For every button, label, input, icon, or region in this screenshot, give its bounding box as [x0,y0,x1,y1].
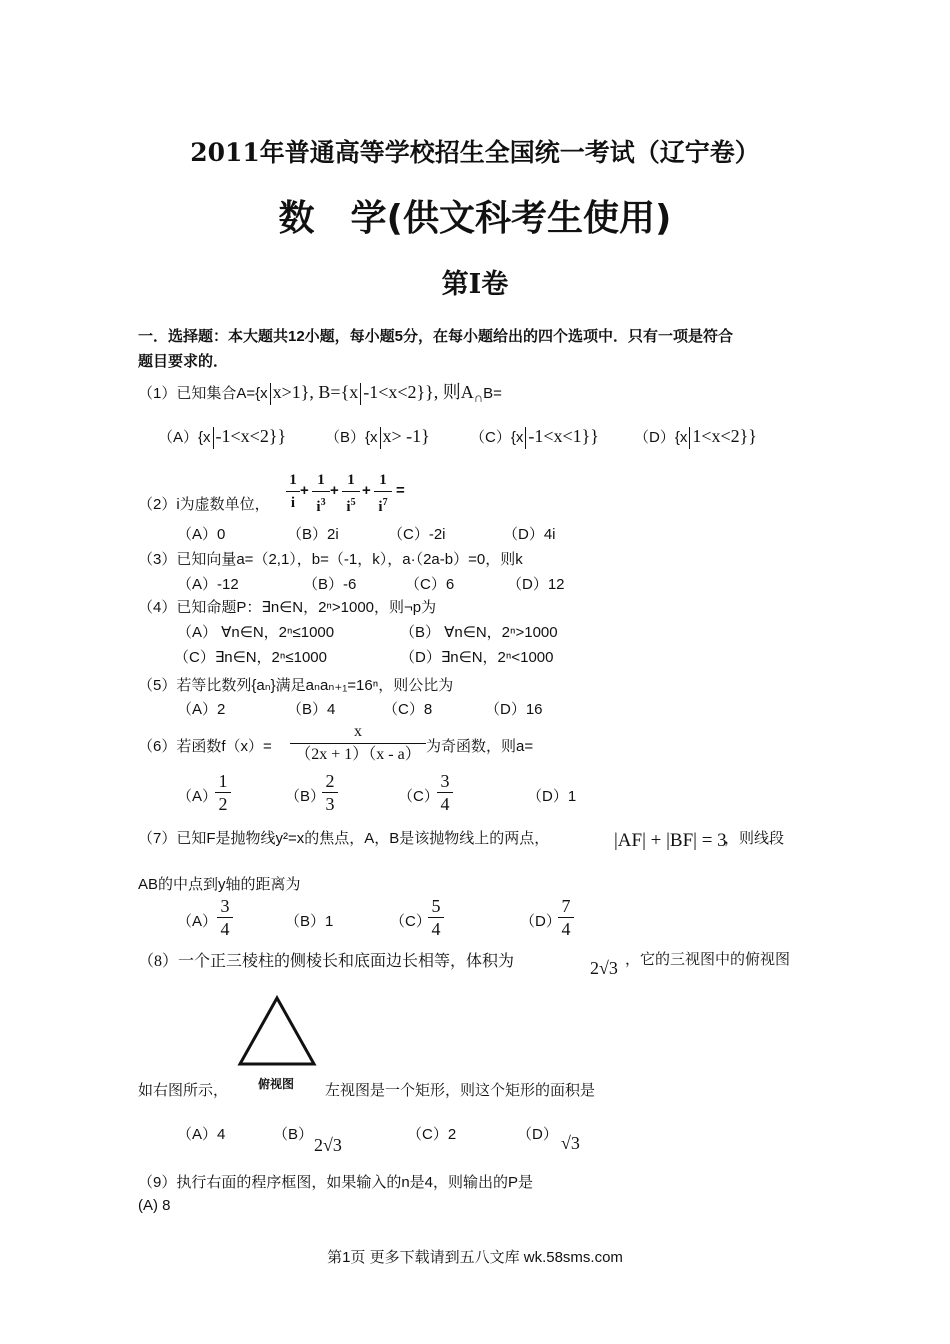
question-7-stem-a: （7）已知F是抛物线y²=x的焦点，A，B是该抛物线上的两点， [138,830,550,847]
q8-option-c: （C）2 [407,1126,457,1143]
q8-option-b-label: （B） [273,1126,314,1143]
q3-option-c: （C）6 [405,576,455,593]
q2-term-2: 1 $i^3$ [312,470,330,517]
q2-term-1: 1 i [286,470,300,513]
q4-option-a: （A） ∀n∈N，2ⁿ≤1000 [177,624,335,641]
q2-plus-2: + [330,482,339,499]
q2-option-a: （A）0 [177,526,226,543]
question-5-stem: （5）若等比数列{aₙ}满足aₙaₙ₊₁=16ⁿ，则公比为 [138,677,454,694]
q7-option-a-fraction: 3 4 [217,896,233,939]
q1-option-a-expr: -1<x<2}} [215,426,287,446]
q7-option-b: （B）1 [285,913,334,930]
q7-option-d-label: （D） [520,913,561,930]
question-8-stem-b: ，它的三视图中的俯视图 [625,951,791,968]
question-6-stem-a: （6）若函数f（x）= [138,738,272,755]
q5-option-a: （A）2 [177,701,226,718]
question-6-stem-b: 为奇函数，则a= [426,738,534,755]
q1-option-d-label: （D）{x [634,429,688,446]
q1-option-b-expr: x> -1} [382,426,430,446]
q6-function-fraction [290,722,426,765]
q2-term-3: 1 $i^5$ [342,470,360,517]
q2-option-b: （B）2i [287,526,339,543]
q1-option-d [634,426,757,449]
q1-stem-b: x>1}, B={x [272,382,359,402]
q4-option-c: （C）∃n∈N，2ⁿ≤1000 [174,649,327,666]
question-8-stem-a: （8）一个正三棱柱的侧棱长和底面边长相等，体积为 [138,953,515,970]
question-3-stem: （3）已知向量a=（2,1），b=（-1，k），a·（2a-b）=0，则k [138,551,523,568]
q7-expression: |AF| + |BF| = 3 [614,830,727,851]
question-7-stem-b: ，则线段 [724,830,785,847]
q1-option-c-expr: -1<x<1}} [528,426,599,446]
q8-option-d-expr: √3 [561,1133,580,1153]
q2-equals: = [396,482,405,499]
question-8-stem-c: 如右图所示， [138,1082,229,1099]
q1-option-b-label: （B）{x [325,429,378,446]
q8-option-a: （A）4 [177,1126,226,1143]
q5-option-d: （D）16 [485,701,543,718]
q2-term-4: 1 $i^7$ [374,470,392,517]
q7-option-d-fraction: 7 4 [558,896,574,939]
q1-option-b [325,426,430,449]
q6-option-d: （D）1 [527,788,577,805]
q1-cap: ∩ [473,390,484,405]
q1-option-c-label: （C）{x [470,429,524,446]
q8-option-b-expr: 2√3 [314,1135,342,1155]
q1-option-d-expr: 1<x<2}} [692,426,757,446]
q6-option-a-fraction: 1 2 [215,771,231,814]
question-9-stem: （9）执行右面的程序框图，如果输入的n是4，则输出的P是 [138,1174,534,1191]
q1-stem-d: B= [483,385,502,402]
q8-figure-label: 俯视图 [258,1077,295,1091]
q6-option-b-fraction: 2 3 [322,771,338,814]
question-7-stem-c: AB的中点到y轴的距离为 [138,876,301,893]
q2-plus-1: + [300,482,309,499]
q1-option-a [158,426,286,449]
q8-volume: 2√3 [590,958,618,978]
q1-option-c [470,426,599,449]
q2-option-d: （D）4i [503,526,556,543]
exam-title: 2011年普通高等学校招生全国统一考试（辽宁卷） [190,138,760,167]
page-footer: 第1页 更多下载请到五八文库 wk.58sms.com [327,1249,623,1266]
q9-option-a: (A) 8 [138,1197,171,1214]
subject-title: 数 学(供文科考生使用) [278,198,672,239]
q6-option-b-label: （B） [285,788,326,805]
q7-option-a-label: （A） [177,913,218,930]
q8-option-d-label: （D） [517,1126,558,1143]
q6-option-a-label: （A） [177,788,218,805]
question-2-stem: （2）i为虚数单位， [138,496,270,513]
q6-numerator: x [354,723,362,740]
section-heading-line2: 题目要求的． [138,353,229,370]
volume-title: 第Ⅰ卷 [441,269,509,300]
question-4-stem: （4）已知命题P：∃n∈N，2ⁿ>1000，则¬p为 [138,599,437,616]
q1-option-a-label: （A）{x [158,429,211,446]
triangle-shape [240,998,314,1064]
q3-option-a: （A）-12 [177,576,239,593]
q5-option-c: （C）8 [383,701,433,718]
q4-option-d: （D）∃n∈N，2ⁿ<1000 [400,649,554,666]
q6-option-c-fraction: 3 4 [437,771,453,814]
q4-option-b: （B） ∀n∈N，2ⁿ>1000 [400,624,558,641]
q5-option-b: （B）4 [287,701,336,718]
q7-option-c-label: （C） [390,913,431,930]
question-8-stem-d: 左视图是一个矩形，则这个矩形的面积是 [325,1082,596,1099]
section-heading-line1: 一．选择题：本大题共12小题，每小题5分，在每小题给出的四个选项中．只有一项是符合 [138,328,734,345]
question-1-stem [138,378,502,405]
q2-option-c: （C）-2i [388,526,446,543]
q1-stem-c: -1<x<2}}, 则A [363,382,474,402]
q3-option-b: （B）-6 [303,576,357,593]
q2-plus-3: + [362,482,371,499]
q1-stem-a: （1）已知集合A={x [138,385,268,402]
q6-denominator: （2x + 1）（x - a） [295,746,421,763]
q3-option-d: （D）12 [507,576,565,593]
q6-option-c-label: （C） [398,788,439,805]
q7-option-c-fraction: 5 4 [428,896,444,939]
